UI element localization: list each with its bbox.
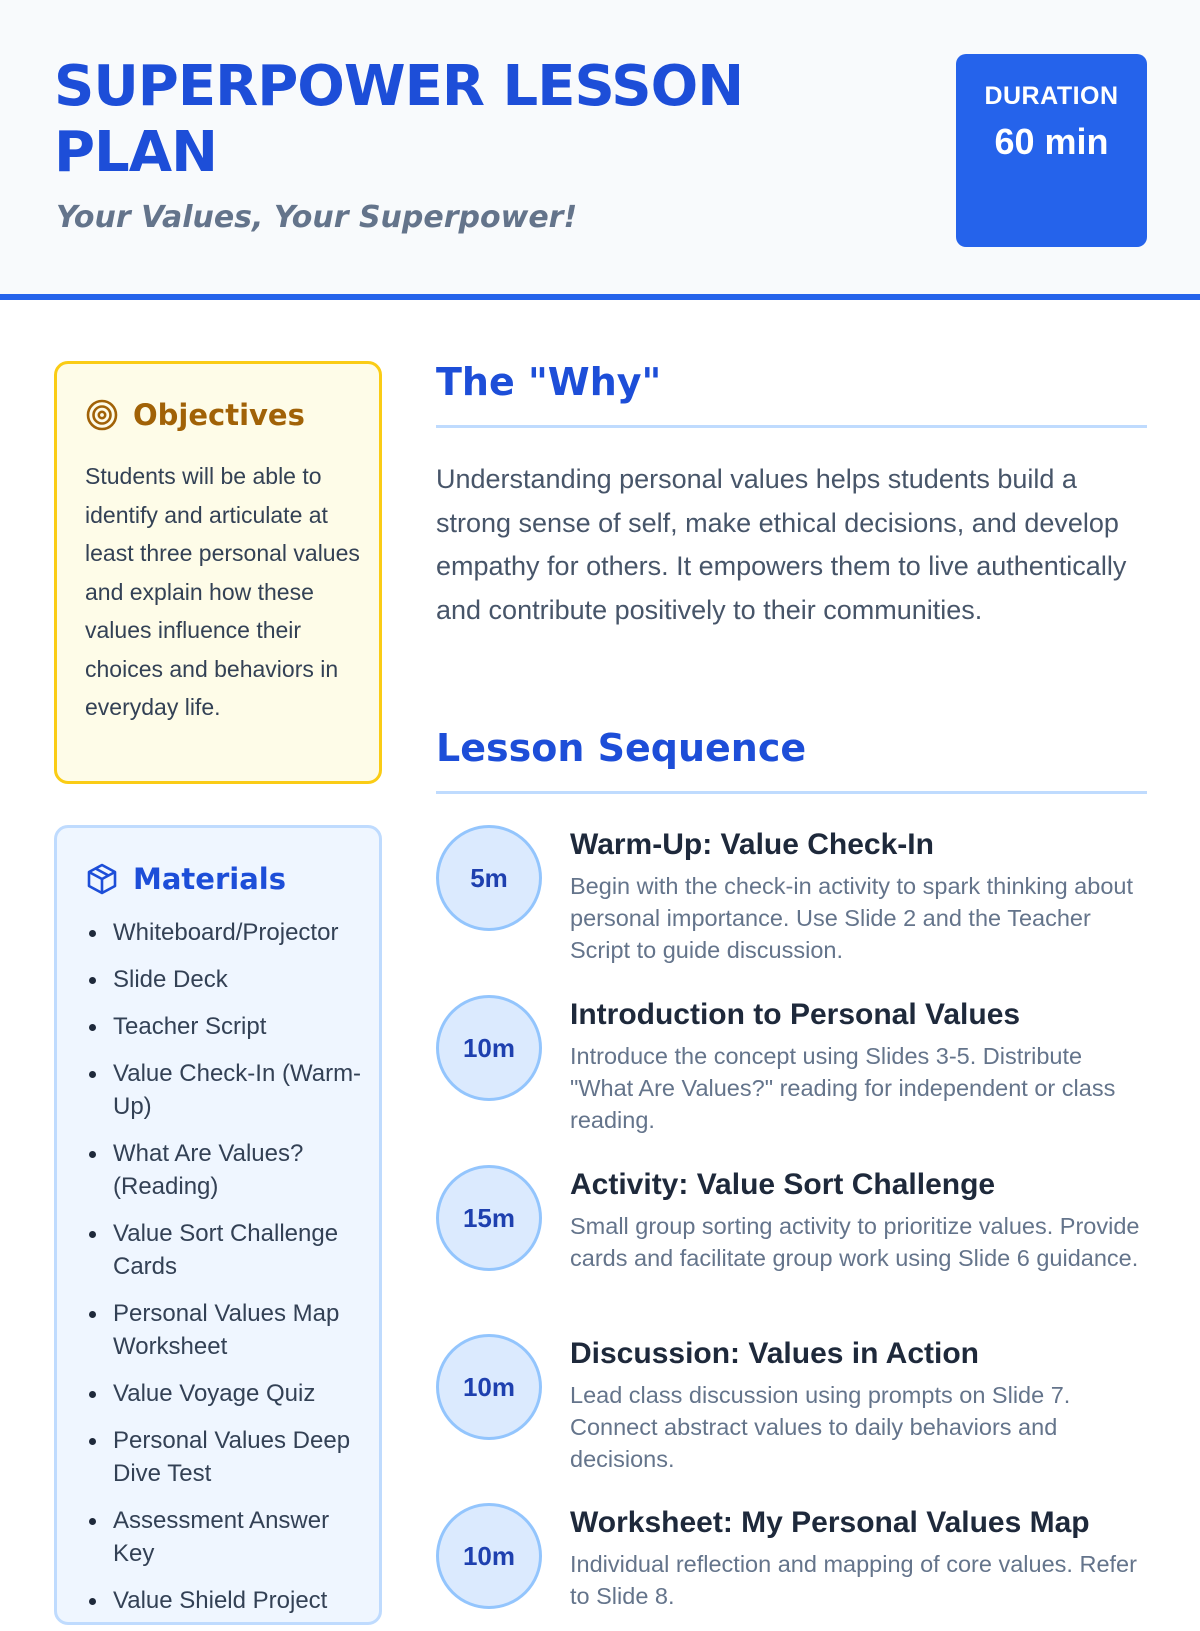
list-item: Value Sort Challenge Cards <box>85 1217 375 1283</box>
step-description: Individual reflection and mapping of core values. Refer to Slide 8. <box>570 1551 1137 1609</box>
step-description: Lead class discussion using prompts on Slide 7. Connect abstract values to daily behaviors and decisions. <box>570 1382 1071 1472</box>
step-time-badge: 10m <box>436 995 542 1101</box>
step-title: Warm-Up: Value Check-In <box>570 828 934 861</box>
step-time-badge: 10m <box>436 1503 542 1609</box>
objectives-card <box>54 361 382 784</box>
materials-title: Materials <box>133 862 286 896</box>
why-heading: The "Why" <box>436 360 662 404</box>
step-title: Discussion: Values in Action <box>570 1337 979 1370</box>
sequence-step <box>436 1503 1147 1609</box>
objectives-text: Students will be able to identify and articulate at least three personal values and explain how these values influence their choices and behaviors in everyday life. <box>85 463 360 720</box>
objectives-title: Objectives <box>133 398 305 432</box>
step-title: Worksheet: My Personal Values Map <box>570 1506 1090 1539</box>
sequence-step <box>436 995 1147 1155</box>
sequence-step <box>436 1165 1147 1325</box>
sequence-step <box>436 1334 1147 1494</box>
sequence-heading: Lesson Sequence <box>436 726 807 770</box>
step-time-badge: 15m <box>436 1165 542 1271</box>
list-item: Teacher Script <box>85 1010 375 1043</box>
step-description: Small group sorting activity to prioritize values. Provide cards and facilitate group work using Slide 6 guidance. <box>570 1213 1140 1271</box>
list-item: Value Check-In (Warm-Up) <box>85 1057 375 1123</box>
sequence-divider <box>436 791 1147 794</box>
list-item: Personal Values Map Worksheet <box>85 1297 375 1363</box>
sequence-step <box>436 825 1147 985</box>
duration-badge <box>956 54 1147 247</box>
page-subtitle: Your Values, Your Superpower! <box>56 200 578 235</box>
list-item: Slide Deck <box>85 963 375 996</box>
step-description: Introduce the concept using Slides 3-5. Distribute "What Are Values?" reading for independent or class reading. <box>570 1043 1116 1133</box>
list-item: Value Shield Project <box>85 1584 375 1617</box>
cube-icon <box>85 862 119 896</box>
materials-header <box>85 862 286 896</box>
list-item: What Are Values? (Reading) <box>85 1137 375 1203</box>
list-item: Personal Values Deep Dive Test <box>85 1424 375 1490</box>
step-title: Activity: Value Sort Challenge <box>570 1168 996 1201</box>
materials-card <box>54 825 382 1625</box>
why-text: Understanding personal values helps students build a strong sense of self, make ethical decisions, and develop empathy for others. It empowers them to live authentically and contribute positively to their communities. <box>436 464 1127 625</box>
step-time-badge: 10m <box>436 1334 542 1440</box>
duration-label: DURATION <box>984 82 1119 110</box>
duration-value: 60 min <box>994 121 1109 162</box>
materials-list <box>85 916 375 1631</box>
lesson-header <box>0 0 1200 300</box>
step-time-badge: 5m <box>436 825 542 931</box>
target-icon <box>85 398 119 432</box>
list-item: Value Voyage Quiz <box>85 1377 375 1410</box>
list-item: Assessment Answer Key <box>85 1504 375 1570</box>
step-description: Begin with the check-in activity to spark thinking about personal importance. Use Slide 2 and the Teacher Script to guide discussion. <box>570 873 1133 963</box>
list-item: Whiteboard/Projector <box>85 916 375 949</box>
step-title: Introduction to Personal Values <box>570 998 1021 1031</box>
objectives-header <box>85 398 305 432</box>
page-title: SUPERPOWER LESSON PLAN <box>54 54 744 185</box>
why-divider <box>436 425 1147 428</box>
